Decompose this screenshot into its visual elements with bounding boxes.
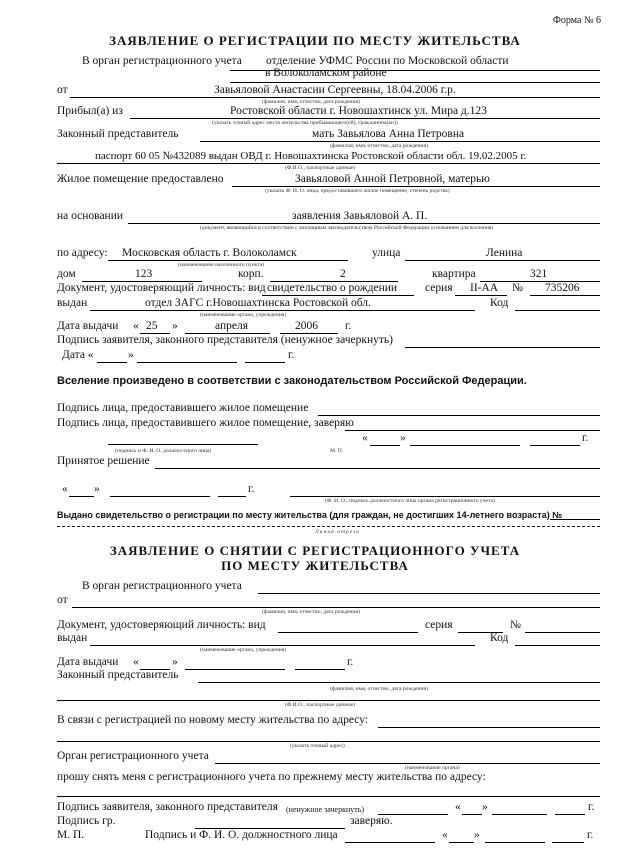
decision-label: Принятое решение — [57, 455, 150, 467]
s2-off-date-day[interactable] — [449, 842, 474, 843]
sign-owner: Подпись лица, предоставившего жилое помещение — [57, 402, 309, 414]
s2-strike-hint: (ненужное зачеркнуть) — [286, 805, 365, 814]
s2-doc-label: Документ, удостоверяющий личность: вид — [57, 619, 266, 631]
housing-hint: (указать Ф. И. О. лица, предоставившего жилое помещение, степень родства) — [265, 188, 450, 194]
s2-mp: М. П. — [57, 829, 85, 841]
apt-label: квартира — [432, 268, 476, 280]
rep-label: Законный представитель — [57, 128, 179, 140]
s2-date-label: Дата выдачи — [57, 656, 119, 668]
addr-city-hint: (наименование населенного пункта) — [178, 262, 265, 268]
s2-date-close: » — [172, 656, 178, 668]
s2-off-date-close: » — [474, 829, 480, 841]
from-hint: (фамилия, имя, отчество, дата рождения) — [262, 99, 360, 105]
to-value-2: в Волоколамском районе — [265, 67, 387, 79]
s2-sign-gr: Подпись гр. — [57, 815, 116, 827]
house-label: дом — [57, 268, 76, 280]
s2-date-year[interactable] — [295, 669, 345, 670]
arrived-label: Прибыл(а) из — [57, 105, 123, 117]
s2-sign-date-month[interactable] — [492, 814, 547, 815]
street-value: Ленина — [486, 247, 523, 259]
mp-1: М. П. — [330, 448, 344, 454]
s2-date-open: « — [133, 656, 139, 668]
dec-date-month[interactable] — [110, 496, 210, 497]
sign-field[interactable] — [405, 347, 600, 348]
dec-date-g: г. — [248, 483, 255, 495]
issued-label: выдан — [57, 297, 88, 309]
s2-newaddr-label: В связи с регистрацией по новому месту жительства по адресу: — [57, 714, 369, 726]
s2-sign-date-close: » — [482, 801, 488, 813]
s2-request-field[interactable] — [57, 796, 600, 797]
corp-value: 2 — [340, 268, 346, 280]
sign-label: Подпись заявителя, законного представителя (ненужное зачеркнуть) — [57, 334, 393, 346]
fio-hint: (Ф. И. О., подпись должностного лица органа регистрационного учета) — [325, 498, 495, 504]
s2-organ-field[interactable] — [215, 763, 600, 764]
basis-value: заявления Завьяловой А. П. — [292, 210, 428, 222]
arrived-value: Ростовской области г. Новошахтинск ул. Мира д.123 — [230, 105, 487, 117]
off-date-g: г. — [582, 432, 589, 444]
s2-off-date-month[interactable] — [485, 842, 545, 843]
sign-date-g: г. — [288, 349, 295, 361]
s2-passport-hint: (Ф.И.О., паспортные данные) — [285, 702, 356, 708]
addr-city-field[interactable] — [108, 260, 348, 261]
issued-value: отдел ЗАГС г.Новошахтинска Ростовской обл. — [145, 297, 371, 309]
housing-field[interactable] — [232, 186, 600, 187]
s2-rep-field[interactable] — [198, 682, 600, 683]
date-label: Дата выдачи — [57, 320, 119, 332]
off-date-close: » — [400, 432, 406, 444]
apt-value: 321 — [530, 268, 548, 280]
sign-date-year-field[interactable] — [245, 362, 285, 363]
rep-hint: (фамилия, имя, отчество, дата рождения) — [330, 143, 428, 149]
s2-date-month[interactable] — [185, 669, 285, 670]
s2-certify: заверяю. — [350, 815, 393, 827]
code-label: Код — [490, 297, 509, 309]
s2-issued-label: выдан — [57, 632, 88, 644]
from-field[interactable] — [70, 97, 600, 98]
rep-value: мать Завьялова Анна Петровна — [312, 128, 465, 140]
doc-label: Документ, удостоверяющий личность: вид — [57, 282, 266, 294]
off-date-day[interactable] — [370, 445, 400, 446]
passport-hint: (Ф.И.О., паспортные данные) — [285, 165, 356, 171]
passport-value: паспорт 60 05 №432089 выдан ОВД г. Новошахтинска Ростовской области обл. 19.02.2005 г. — [95, 150, 527, 162]
date-open-quote: « — [133, 320, 139, 332]
doc-value: свидетельство о рождении — [267, 282, 398, 294]
s2-to-label: В орган регистрационного учета — [82, 580, 242, 592]
series-field[interactable] — [455, 295, 507, 296]
s2-sign-date-day[interactable] — [462, 814, 482, 815]
s2-request-text: прошу снять меня с регистрационного учета по прежнему месту жительства по адресу: — [57, 771, 486, 783]
s2-sign-label: Подпись заявителя, законного представителя — [57, 801, 278, 813]
s2-sign-date-year[interactable] — [555, 814, 585, 815]
s2-official-label: Подпись и Ф. И. О. должностного лица — [145, 829, 338, 841]
s2-from-hint: (фамилия, имя, отчество, дата рождения) — [262, 609, 360, 615]
street-field[interactable] — [405, 260, 600, 261]
sign-date-close: » — [128, 349, 134, 361]
basis-hint: (документ, являющийся в соответствии с жилищным законодательством Российской Федерации основанием для вселения) — [200, 225, 494, 231]
dec-date-close: » — [94, 483, 100, 495]
official-hint: (подпись и Ф. И. О. должностного лица) — [115, 448, 212, 454]
date-g: г. — [345, 320, 352, 332]
s2-from-field[interactable] — [72, 607, 600, 608]
corp-label: корп. — [238, 268, 264, 280]
sign-date-month-field[interactable] — [137, 362, 237, 363]
num-field[interactable] — [530, 295, 600, 296]
sign-date-label: Дата « — [62, 349, 94, 361]
deregistration-title-2: ПО МЕСТУ ЖИТЕЛЬСТВА — [221, 558, 409, 573]
basis-field[interactable] — [128, 223, 600, 224]
s2-exact-hint: (указать точный адрес) — [290, 743, 345, 749]
off-date-month[interactable] — [410, 445, 520, 446]
sign-owner-certify: Подпись лица, предоставившего жилое помещение, заверяю — [57, 417, 354, 429]
street-label: улица — [372, 247, 401, 259]
s2-sign-date-open: « — [455, 801, 461, 813]
deregistration-title-1: ЗАЯВЛЕНИЕ О СНЯТИИ С РЕГИСТРАЦИОННОГО УЧЕТА — [109, 543, 521, 558]
to-label: В орган регистрационного учета — [82, 55, 242, 67]
decision-field[interactable] — [155, 468, 600, 469]
num-value: 735206 — [545, 282, 580, 294]
to-value-1: отделение УФМС России по Московской области — [266, 55, 509, 67]
s2-off-date-year[interactable] — [552, 842, 584, 843]
date-year: 2006 — [295, 320, 318, 332]
sign-date-day-field[interactable] — [97, 362, 127, 363]
arrived-hint: (указать точный адрес места жительства прибывающего(ей), гражданина(ки)) — [212, 120, 398, 126]
s2-newaddr-field-2[interactable] — [57, 741, 600, 742]
s2-issued-hint: (наименование органа, учреждения) — [200, 647, 287, 653]
s2-off-date-open: « — [442, 829, 448, 841]
rep-field[interactable] — [200, 141, 600, 142]
dec-date-day[interactable] — [69, 496, 94, 497]
dec-date-open: « — [62, 483, 68, 495]
s2-sign-date-g: г. — [588, 801, 595, 813]
certificate-text: Выдано свидетельство о регистрации по месту жительства (для граждан, не достигших 14-летнего возраста) № — [57, 510, 563, 520]
s2-newaddr-field[interactable] — [378, 727, 600, 728]
addr-label: по адресу: — [57, 247, 108, 259]
issued-hint: (наименование органа, учреждения) — [200, 312, 287, 318]
s2-from-label: от — [57, 594, 68, 606]
cut-line — [57, 526, 600, 527]
registration-title: ЗАЯВЛЕНИЕ О РЕГИСТРАЦИИ ПО МЕСТУ ЖИТЕЛЬСТВА — [109, 33, 521, 48]
s2-series-label: серия — [425, 619, 453, 631]
s2-doc-field[interactable] — [278, 632, 418, 633]
series-label: серия — [425, 282, 453, 294]
basis-label: на основании — [57, 210, 124, 222]
s2-num-label: № — [510, 619, 521, 631]
arrived-field[interactable] — [130, 118, 600, 119]
dec-date-year[interactable] — [218, 496, 246, 497]
s2-date-g: г. — [347, 656, 354, 668]
decision-sign-field[interactable] — [290, 496, 600, 497]
s2-official-field[interactable] — [345, 842, 435, 843]
off-date-open: « — [362, 432, 368, 444]
s2-code-label: Код — [490, 632, 509, 644]
form-number: Форма № 6 — [553, 15, 601, 26]
code-field[interactable] — [515, 310, 600, 311]
s2-passport-field[interactable] — [57, 700, 600, 701]
s2-code-field[interactable] — [515, 645, 600, 646]
s2-rep-hint: (фамилия, имя, отчество, дата рождения) — [330, 686, 428, 692]
s2-organ-label: Орган регистрационного учета — [57, 750, 209, 762]
date-close-quote: » — [172, 320, 178, 332]
sign-owner-certify-field[interactable] — [345, 430, 600, 431]
passport-field[interactable] — [57, 163, 600, 164]
official-sign-field[interactable] — [108, 444, 258, 445]
s2-num-field[interactable] — [525, 632, 600, 633]
moved-text: Вселение произведено в соответствии с законодательством Российской Федерации. — [57, 375, 527, 387]
s2-to-field[interactable] — [258, 593, 600, 594]
series-value: II-АА — [470, 282, 499, 294]
to-value-line-2[interactable] — [230, 82, 600, 83]
doc-field[interactable] — [262, 295, 414, 296]
sign-owner-field[interactable] — [318, 415, 600, 416]
s2-organ-hint: (наименование органа) — [405, 765, 460, 771]
house-value: 123 — [135, 268, 153, 280]
s2-issued-field[interactable] — [90, 645, 475, 646]
certificate-num-field[interactable] — [550, 519, 600, 520]
date-day: 25 — [146, 320, 158, 332]
from-label: от — [57, 84, 68, 96]
date-month: апреля — [215, 320, 248, 332]
s2-off-date-g: г. — [587, 829, 594, 841]
housing-value: Завьяловой Анной Петровной, матерью — [295, 173, 490, 185]
addr-city-value: Московская область г. Волоколамск — [122, 247, 297, 259]
cut-line-label: Линия отреза — [315, 529, 361, 535]
from-value: Завьяловой Анастасии Сергеевны, 18.04.2006 г.р. — [214, 84, 456, 96]
housing-label: Жилое помещение предоставлено — [57, 173, 224, 185]
num-label: № — [512, 282, 523, 294]
off-date-year[interactable] — [530, 445, 580, 446]
s2-rep-label: Законный представитель — [57, 669, 179, 681]
issued-field[interactable] — [90, 310, 475, 311]
